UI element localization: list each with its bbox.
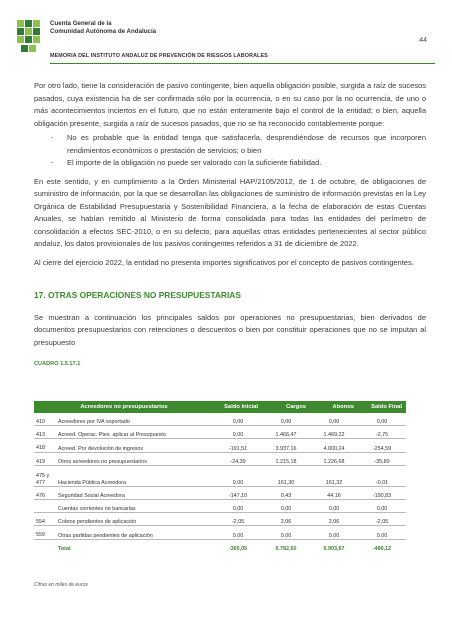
page-content	[34, 80, 426, 371]
abonos-cell: 1.226,68	[310, 452, 358, 465]
saldo-inicial-cell: -2,05	[214, 513, 262, 526]
table-row	[34, 452, 406, 465]
bullet-dash: -	[51, 158, 54, 167]
abonos-cell: 0,00	[310, 499, 358, 512]
account-name: Acreedores por IVA soportado	[54, 413, 214, 426]
abonos-cell: 4.000,24	[310, 439, 358, 452]
conditions-list	[34, 132, 426, 170]
total-saldo-final: -486,12	[372, 545, 392, 552]
list-item-text: No es probable que la entidad tenga que satisfacerla, desprendiéndose de recursos que incorporen rendimientos económicos o prestación de servicios; o bien	[67, 133, 426, 155]
account-name: Cuentas corrientes no bancarias	[54, 499, 214, 512]
abonos-cell: 0,00	[310, 413, 358, 426]
saldo-final-cell: -254,59	[358, 439, 406, 452]
table-row	[34, 426, 406, 439]
account-name: Cobros pendientes de aplicación	[54, 513, 214, 526]
abonos-cell: 44,16	[310, 486, 358, 499]
header-divider	[50, 63, 435, 64]
cargos-cell: 1.215,18	[262, 452, 310, 465]
saldo-inicial-cell: -147,10	[214, 486, 262, 499]
cargos-cell: 3.937,16	[262, 439, 310, 452]
page-number: 44	[419, 37, 427, 44]
saldo-final-cell: -2,75	[358, 426, 406, 439]
header-cargos: Cargos	[262, 401, 310, 413]
saldo-inicial-cell: -191,51	[214, 439, 262, 452]
saldo-inicial-cell: 0,00	[214, 413, 262, 426]
saldo-final-cell: -2,05	[358, 513, 406, 526]
list-item	[34, 157, 426, 170]
account-name: Otros acreedores no presupuestarios	[54, 452, 214, 465]
account-code: 475 y 477	[34, 465, 54, 486]
table-total-row	[34, 539, 406, 552]
cargos-cell: 1.466,47	[262, 426, 310, 439]
account-name: Otras partidas pendientes de aplicación	[54, 526, 214, 539]
account-code: 476	[34, 486, 54, 499]
table-caption: CUADRO 1.5.17.1	[34, 361, 81, 367]
saldo-final-cell: -35,89	[358, 452, 406, 465]
header-saldo-final: Saldo Final	[358, 401, 406, 413]
abonos-cell: 161,32	[310, 465, 358, 486]
table-row	[34, 486, 406, 499]
list-item	[34, 132, 426, 157]
paragraph-pasivo-contingente: Por otro lado, tiene la consideración de pasivo contingente, bien aquella obligación posible, surgida a raíz de sucesos pasados, cuya existencia ha de ser confirmada sólo por la ocurrencia, o en su caso por la no ocurrencia, de uno o más acontecimientos inciertos en el futuro, que no están enteramente bajo el control de la entidad; o bien, aquella obligación presente, surgida a raíz de sucesos pasados, que no se ha reconocido contablemente porque:	[34, 81, 426, 128]
saldo-inicial-cell: -24,39	[214, 452, 262, 465]
table-row	[34, 526, 406, 539]
list-item-text: El importe de la obligación no puede ser valorado con la suficiente fiabilidad.	[67, 158, 322, 167]
abonos-cell: 2,06	[310, 513, 358, 526]
account-name: Seguridad Social Acreedora	[54, 486, 214, 499]
cargos-cell: 161,30	[262, 465, 310, 486]
table-row	[34, 439, 406, 452]
table-row	[34, 413, 406, 426]
institution-line-2: Comunidad Autónoma de Andalucía	[50, 28, 157, 35]
total-label: Total	[58, 545, 71, 552]
acreedores-table	[34, 401, 406, 552]
account-code: 559	[34, 526, 54, 539]
account-code: 419	[34, 452, 54, 465]
header-abonos: Abonos	[310, 401, 358, 413]
total-abonos: 6.903,67	[323, 545, 345, 552]
cargos-cell: 0,00	[262, 413, 310, 426]
account-code: 418	[34, 439, 54, 452]
total-cargos: 6.782,60	[275, 545, 297, 552]
paragraph-orden-ministerial: En este sentido, y en cumplimiento a la Orden Ministerial HAP/2105/2012, de 1 de octubre, de obligaciones de suministro de información, por la que se desarrollan las obligaciones de suministro de información previstas en la Ley Orgánica de Estabilidad Presupuestaria y Sostenibilidad Financiera, a la fecha de elaboración de estas Cuentas Anuales, se habían remitido al Ministerio de forma consolidada para todas las entidades del perímetro de consolidación a efectos SEC-2010, o en su defecto, para aquellas otras entidades pertenecientes al sector público andaluz, los datos provisionales de los pasivos contingentes referidos a 31 de diciembre de 2022.	[34, 176, 426, 248]
junta-andalucia-logo-icon	[15, 18, 41, 58]
account-code	[34, 499, 54, 512]
institution-line-1: Cuenta General de la	[50, 20, 112, 27]
saldo-final-cell: 0,00	[358, 499, 406, 512]
table-row	[34, 465, 406, 486]
saldo-inicial-cell: 0,00	[214, 465, 262, 486]
account-name: Acreed. Operac. Ptes. aplicar al Presupuesto	[54, 426, 214, 439]
table-row	[34, 499, 406, 512]
account-name: Hacienda Pública Acreedora	[54, 465, 214, 486]
saldo-final-cell: 0,00	[358, 413, 406, 426]
saldo-final-cell: 0,00	[358, 526, 406, 539]
account-code: 410	[34, 413, 54, 426]
abonos-cell: 0,00	[310, 526, 358, 539]
page-header	[15, 10, 435, 68]
paragraph-introduction: Se muestran a continuación los principales saldos por operaciones no presupuestarias, bien derivados de documentos presupuestarios con retenciones o descuentos o bien por constituir operaciones que no se imputan al presupuesto	[34, 312, 426, 347]
header-saldo-inicial: Saldo Inicial	[214, 401, 262, 413]
abonos-cell: 1.469,22	[310, 426, 358, 439]
institution-name	[50, 20, 156, 36]
cargos-cell: 0,00	[262, 499, 310, 512]
saldo-inicial-cell: 0,00	[214, 426, 262, 439]
paragraph-cierre-ejercicio: Al cierre del ejercicio 2022, la entidad no presenta importes significativos por el concepto de pasivos contingentes.	[34, 257, 414, 267]
account-name: Acreed. Por devolución de ingresos	[54, 439, 214, 452]
saldo-inicial-cell: 0,00	[214, 499, 262, 512]
cargos-cell: 0,00	[262, 526, 310, 539]
section-title: 17. OTRAS OPERACIONES NO PRESUPUESTARIAS	[34, 290, 241, 300]
saldo-final-cell: -0,01	[358, 465, 406, 486]
cargos-cell: 0,43	[262, 486, 310, 499]
account-code: 554	[34, 513, 54, 526]
header-acreedores: Acreedores no presupuestarios	[34, 401, 214, 413]
saldo-final-cell: -190,83	[358, 486, 406, 499]
table-header-row	[34, 401, 406, 413]
total-saldo-inicial: -365,05	[228, 545, 248, 552]
table-footnote: Cifras en miles de euros	[34, 582, 88, 588]
table-row	[34, 513, 406, 526]
memo-title: MEMORIA DEL INSTITUTO ANDALUZ DE PREVENCIÓN DE RIESGOS LABORALES	[50, 53, 268, 59]
account-code: 413	[34, 426, 54, 439]
bullet-dash: -	[51, 133, 54, 142]
cargos-cell: 2,06	[262, 513, 310, 526]
saldo-inicial-cell: 0,00	[214, 526, 262, 539]
